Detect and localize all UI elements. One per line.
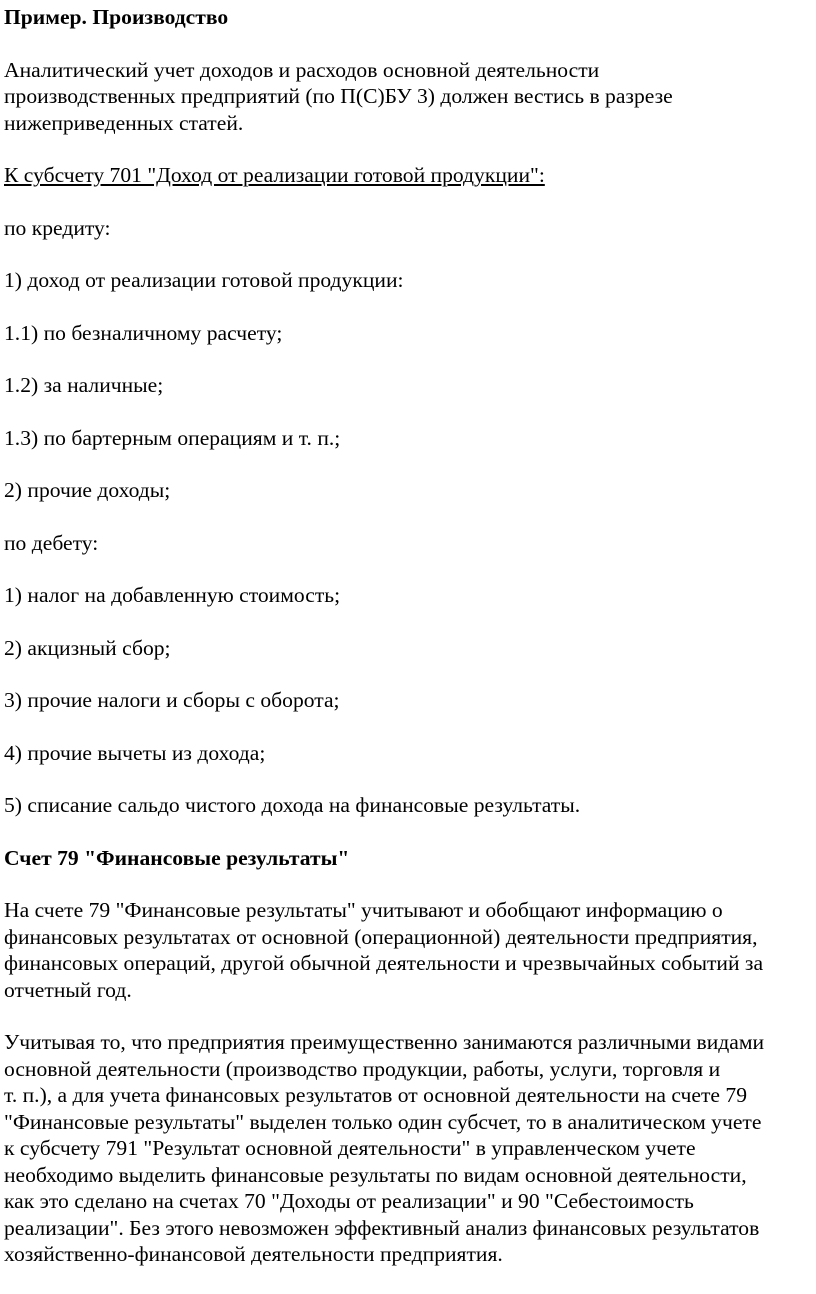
debit-item: 3) прочие налоги и сборы с оборота; bbox=[4, 688, 340, 712]
account-79-heading: Счет 79 "Финансовые результаты" bbox=[4, 845, 350, 870]
credit-item: 1.1) по безналичному расчету; bbox=[4, 320, 283, 345]
debit-item: 5) списание сальдо чистого дохода на финансовые результаты. bbox=[4, 793, 581, 817]
credit-item: 1.2) за наличные; bbox=[4, 373, 164, 397]
final-paragraph: Учитывая то, что предприятия преимущественно занимаются различными видами основной деятельности (производство продукции, работы, услуги, торговля и т. п.), а для учета финансовых результатов от основной деятельности на счете 79 "Финансовые результаты" выделен только один субсчет, то в аналитическом учете к субсчету 791 "Результат основной деятельности" в управленческом учете необходимо выделить финансовые результаты по видам основной деятельности, как это сделано на счетах 70 "Доходы от реализации" и 90 "Себестоимость реализации". Без этого невозможен эффективный анализ финансовых результатов хозяйственно-финансовой деятельности предприятия. bbox=[4, 1030, 765, 1266]
debit-label: по дебету: bbox=[4, 530, 99, 555]
document-title: Пример. Производство bbox=[4, 5, 229, 29]
debit-item: 1) налог на добавленную стоимость; bbox=[4, 583, 341, 607]
subaccount-701-heading: К субсчету 701 "Доход от реализации готовой продукции": bbox=[4, 163, 545, 187]
credit-item: 2) прочие доходы; bbox=[4, 478, 171, 502]
intro-paragraph: Аналитический учет доходов и расходов основной деятельности производственных предприятий (по П(С)БУ 3) должен вестись в разрезе нижеприведенных статей. bbox=[4, 57, 673, 135]
credit-label: по кредиту: bbox=[4, 215, 111, 240]
account-79-paragraph: На счете 79 "Финансовые результаты" учитывают и обобщают информацию о финансовых результатах от основной (операционной) деятельности предприятия, финансовых операций, другой обычной деятельности и чрезвычайных событий за отчетный год. bbox=[4, 898, 764, 1002]
credit-item: 1.3) по бартерным операциям и т. п.; bbox=[4, 425, 341, 450]
debit-item: 2) акцизный сбор; bbox=[4, 635, 171, 660]
credit-item: 1) доход от реализации готовой продукции: bbox=[4, 268, 404, 292]
debit-item: 4) прочие вычеты из дохода; bbox=[4, 740, 266, 765]
